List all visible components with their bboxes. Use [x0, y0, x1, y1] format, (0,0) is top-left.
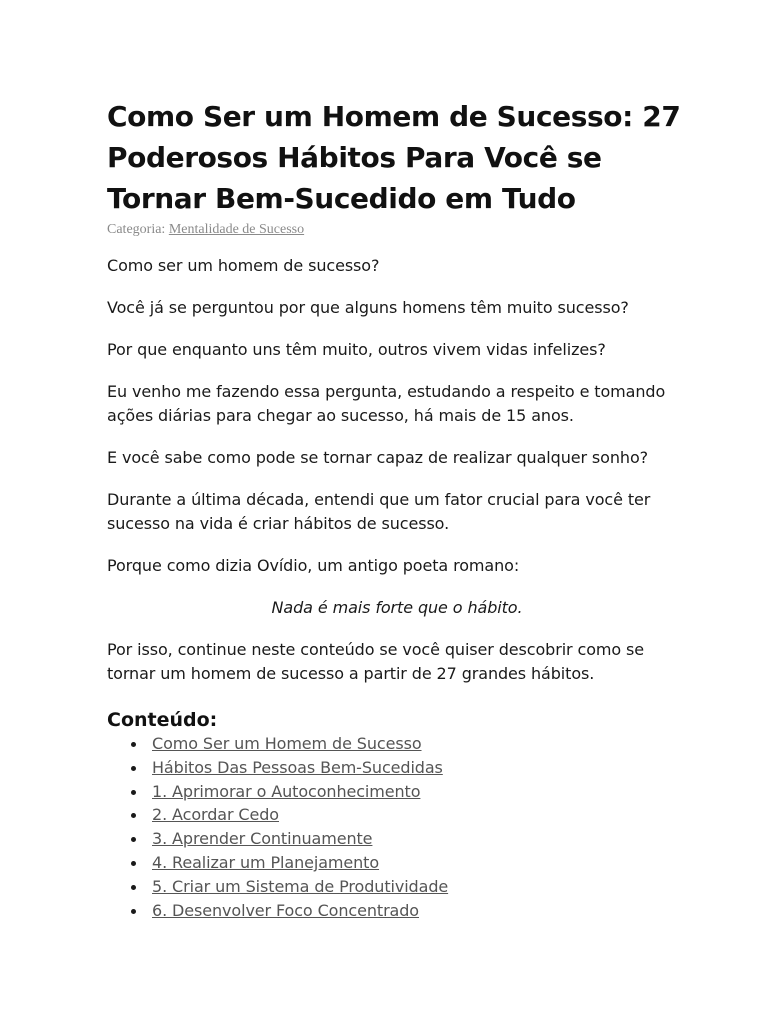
- paragraph-3: Por que enquanto uns têm muito, outros vivem vidas infelizes?: [107, 340, 606, 359]
- closing-paragraph: Por isso, continue neste conteúdo se você quiser descobrir como se tornar um homem de sucesso a partir de 27 grandes hábitos.: [107, 640, 645, 683]
- toc-item: [107, 851, 687, 875]
- toc-link[interactable]: 5. Criar um Sistema de Produtividade: [152, 876, 449, 896]
- toc-item: [107, 756, 687, 780]
- paragraph-4: Eu venho me fazendo essa pergunta, estudando a respeito e tomando ações diárias para chegar ao sucesso, há mais de 15 anos.: [107, 382, 666, 425]
- toc-link[interactable]: 3. Aprender Continuamente: [152, 829, 373, 849]
- paragraph-1: Como ser um homem de sucesso?: [107, 256, 380, 275]
- paragraph-2: Você já se perguntou por que alguns homens têm muito sucesso?: [107, 298, 629, 317]
- toc-link[interactable]: 6. Desenvolver Foco Concentrado: [152, 900, 419, 920]
- toc-link[interactable]: Como Ser um Homem de Sucesso: [152, 734, 422, 753]
- toc-item: [107, 875, 687, 899]
- article-category: [107, 221, 687, 239]
- toc-link[interactable]: 4. Realizar um Planejamento: [152, 852, 380, 872]
- paragraph-6: Durante a última década, entendi que um fator crucial para você ter sucesso na vida é criar hábitos de sucesso.: [107, 490, 651, 533]
- bullet-icon: [131, 909, 136, 914]
- toc-item: [107, 827, 687, 851]
- article: [107, 96, 687, 922]
- bullet-icon: [131, 766, 136, 771]
- toc-item: [107, 732, 687, 756]
- toc-item: [107, 899, 687, 923]
- toc-heading: Conteúdo:: [107, 709, 218, 731]
- toc-item: [107, 803, 687, 827]
- quote: Nada é mais forte que o hábito.: [271, 598, 523, 617]
- paragraph-5: E você sabe como pode se tornar capaz de realizar qualquer sonho?: [107, 448, 649, 467]
- category-link[interactable]: Mentalidade de Sucesso: [168, 222, 305, 237]
- toc-link[interactable]: Hábitos Das Pessoas Bem-Sucedidas: [152, 757, 443, 777]
- table-of-contents: [107, 732, 687, 922]
- article-title: Como Ser um Homem de Sucesso: 27 Poderosos Hábitos Para Você se Tornar Bem-Sucedido em Tudo: [107, 100, 681, 215]
- article-body: [107, 254, 687, 686]
- toc-item: [107, 780, 687, 804]
- toc-link[interactable]: 1. Aprimorar o Autoconhecimento: [152, 781, 421, 801]
- bullet-icon: [131, 813, 136, 818]
- bullet-icon: [131, 885, 136, 890]
- bullet-icon: [131, 861, 136, 866]
- bullet-icon: [131, 742, 136, 747]
- bullet-icon: [131, 790, 136, 795]
- bullet-icon: [131, 837, 136, 842]
- toc-link[interactable]: 2. Acordar Cedo: [152, 805, 279, 825]
- paragraph-7: Porque como dizia Ovídio, um antigo poeta romano:: [107, 556, 520, 575]
- category-label: Categoria:: [107, 222, 166, 237]
